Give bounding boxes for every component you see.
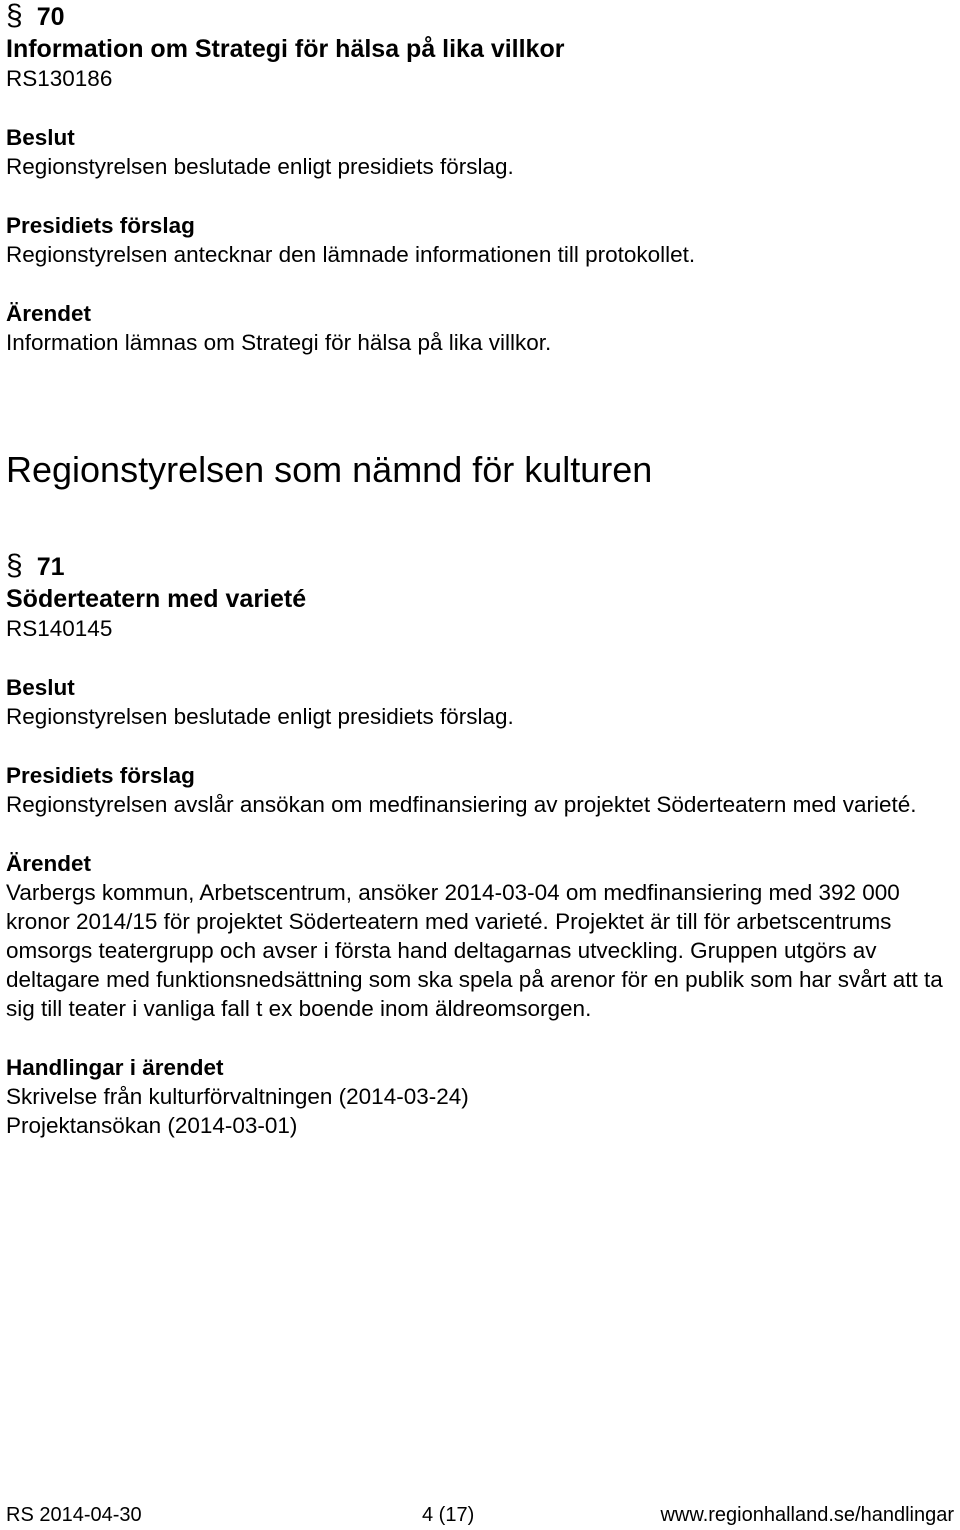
footer-link[interactable]: www.regionhalland.se/handlingar <box>660 1503 954 1526</box>
handlingar-label: Handlingar i ärendet <box>6 1055 224 1080</box>
beslut-label: Beslut <box>6 675 75 700</box>
page-number: 4 (17) <box>422 1503 475 1526</box>
handlingar-block <box>6 1053 954 1140</box>
page-footer <box>6 1500 954 1530</box>
item-reference: RS130186 <box>6 66 113 91</box>
paragraph-heading <box>6 0 954 33</box>
section-symbol: § <box>6 549 23 582</box>
forslag-text: Regionstyrelsen avslår ansökan om medfinansiering av projektet Söderteatern med varieté. <box>6 792 917 817</box>
arendet-text: Information lämnas om Strategi för hälsa på lika villkor. <box>6 330 552 355</box>
handlingar-list-item: Projektansökan (2014-03-01) <box>6 1113 298 1138</box>
beslut-text: Regionstyrelsen beslutade enligt presidiets förslag. <box>6 704 514 729</box>
paragraph-number: 71 <box>36 553 65 581</box>
beslut-label: Beslut <box>6 125 75 150</box>
beslut-block <box>6 673 954 731</box>
section-heading: Regionstyrelsen som nämnd för kulturen <box>6 449 653 490</box>
item-70 <box>6 0 954 357</box>
forslag-block <box>6 761 954 819</box>
forslag-text: Regionstyrelsen antecknar den lämnade informationen till protokollet. <box>6 242 696 267</box>
section-symbol: § <box>6 0 23 32</box>
item-title: Information om Strategi för hälsa på lika villkor <box>6 35 565 63</box>
item-71 <box>6 550 954 1140</box>
paragraph-number: 70 <box>36 3 65 31</box>
paragraph-heading <box>6 550 954 583</box>
footer-date: RS 2014-04-30 <box>6 1503 142 1526</box>
forslag-label: Presidiets förslag <box>6 213 195 238</box>
arendet-block <box>6 849 954 1023</box>
arendet-text: Varbergs kommun, Arbetscentrum, ansöker 2014-03-04 om medfinansiering med 392 000 kronor 2014/15 för projektet Söderteatern med varieté. Projektet är till för arbetscentrums omsorgs teatergrupp och avser i första hand deltagarnas utveckling. Gruppen utgörs av deltagare med funktionsnedsättning som ska spela på arenor för en publik som har svårt att ta sig till teater i vanliga fall t ex boende inom äldreomsorgen. <box>6 880 943 1021</box>
arendet-block <box>6 299 954 357</box>
arendet-label: Ärendet <box>6 851 92 876</box>
handlingar-list-item: Skrivelse från kulturförvaltningen (2014-03-24) <box>6 1084 469 1109</box>
item-reference: RS140145 <box>6 616 113 641</box>
item-title: Söderteatern med varieté <box>6 585 307 613</box>
arendet-label: Ärendet <box>6 301 92 326</box>
beslut-block <box>6 123 954 181</box>
beslut-text: Regionstyrelsen beslutade enligt presidiets förslag. <box>6 154 514 179</box>
forslag-label: Presidiets förslag <box>6 763 195 788</box>
forslag-block <box>6 211 954 269</box>
